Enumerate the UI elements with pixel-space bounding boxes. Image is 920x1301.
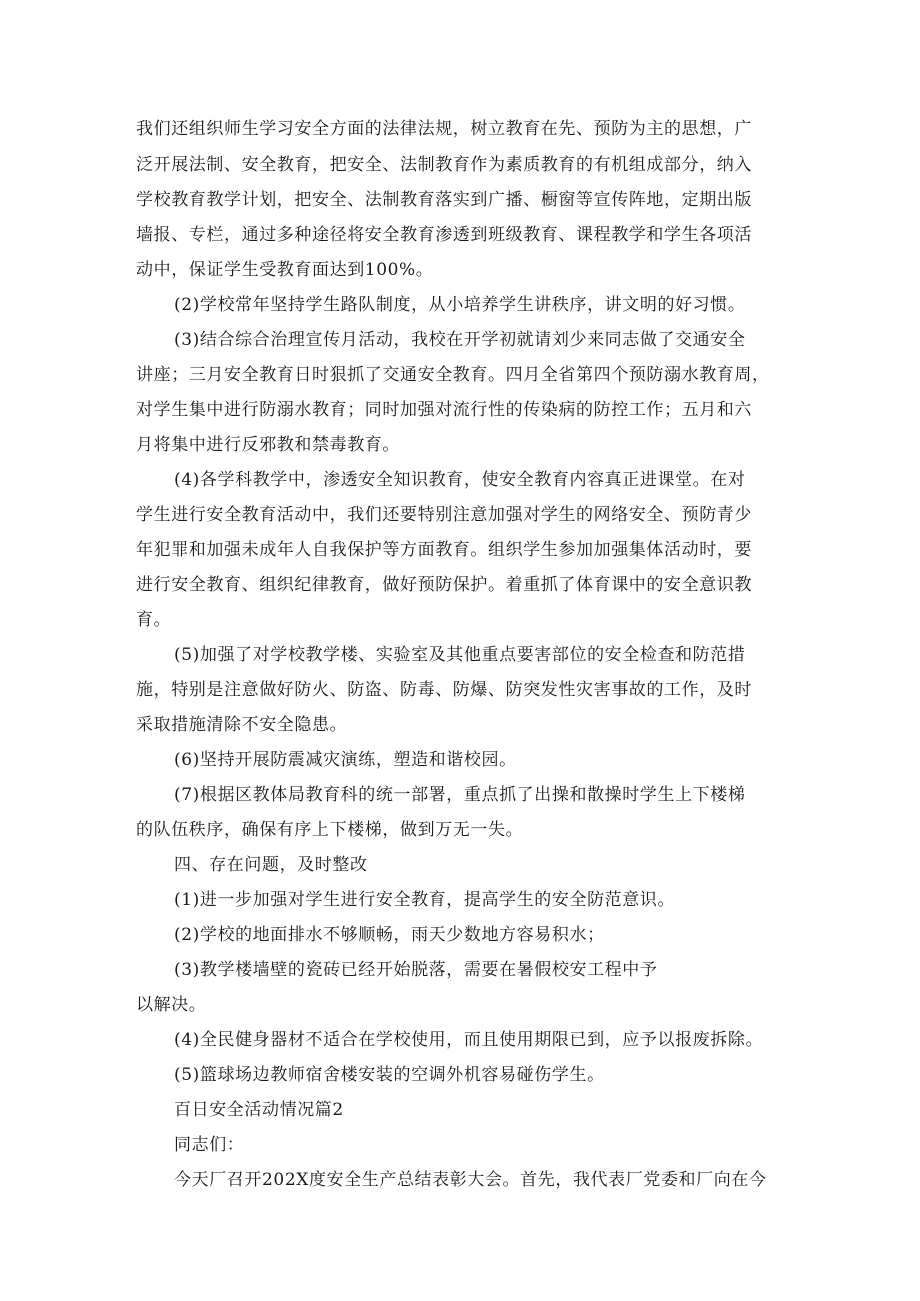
paragraph-1-line-2: 泛开展法制、安全教育，把安全、法制教育作为素质教育的有机组成部分，纳入 [136,155,752,175]
paragraph-1-line-1: 我们还组织师生学习安全方面的法律法规，树立教育在先、预防为主的思想，广 [136,119,752,139]
problem-5-line-1: (5)篮球场边教师宿舍楼安装的空调外机容易碰伤学生。 [174,1065,605,1085]
item-3-line-2: 讲座；三月安全教育日时狠抓了交通安全教育。四月全省第四个预防溺水教育周， [136,365,770,385]
problem-3-line-2: 以解决。 [136,995,207,1015]
problem-4-line-1: (4)全民健身器材不适合在学校使用，而且使用期限已到，应予以报废拆除。 [174,1030,764,1050]
item-5-line-3: 采取措施清除不安全隐患。 [136,715,348,735]
paragraph-1-line-4: 墙报、专栏，通过多种途径将安全教育渗透到班级教育、课程教学和学生各项活 [136,225,752,245]
item-4-line-4: 进行安全教育、组织纪律教育，做好预防保护。着重抓了体育课中的安全意识教 [136,575,752,595]
section-heading-problems: 四、存在问题，及时整改 [174,855,368,875]
item-7-line-2: 的队伍秩序，确保有序上下楼梯，做到万无一失。 [136,820,524,840]
item-3-line-4: 月将集中进行反邪教和禁毒教育。 [136,435,400,455]
paragraph-1-line-3: 学校教育教学计划，把安全、法制教育落实到广播、橱窗等宣传阵地，定期出版 [136,190,752,210]
salutation: 同志们： [174,1135,245,1155]
paragraph-1-line-5: 动中，保证学生受教育面达到100%。 [136,260,434,280]
problem-1-line-1: (1)进一步加强对学生进行安全教育，提高学生的安全防范意识。 [174,890,676,910]
item-4-line-3: 年犯罪和加强未成年人自我保护等方面教育。组织学生参加加强集体活动时，要 [136,540,752,560]
item-4-line-5: 育。 [136,610,172,630]
speech-line-1: 今天厂召开202X度安全生产总结表彰大会。首先，我代表厂党委和厂向在今 [174,1170,767,1190]
item-3-line-3: 对学生集中进行防溺水教育；同时加强对流行性的传染病的防控工作；五月和六 [136,400,752,420]
item-5-line-2: 施，特别是注意做好防火、防盗、防毒、防爆、防突发性灾害事故的工作，及时 [136,680,752,700]
item-7-line-1: (7)根据区教体局教育科的统一部署，重点抓了出操和散操时学生上下楼梯 [174,785,746,805]
problem-3-line-1: (3)教学楼墙壁的瓷砖已经开始脱落，需要在暑假校安工程中予 [174,960,658,980]
item-3-line-1: (3)结合综合治理宣传月活动，我校在开学初就请刘少来同志做了交通安全 [174,330,746,350]
problem-2-line-1: (2)学校的地面排水不够顺畅，雨天少数地方容易积水； [174,925,605,945]
section-title-part-2: 百日安全活动情况篇2 [174,1100,344,1120]
item-4-line-2: 学生进行安全教育活动中，我们还要特别注意加强对学生的网络安全、预防青少 [136,505,752,525]
item-2-line-1: (2)学校常年坚持学生路队制度，从小培养学生讲秩序，讲文明的好习惯。 [174,295,746,315]
item-5-line-1: (5)加强了对学校教学楼、实验室及其他重点要害部位的安全检查和防范措 [174,645,746,665]
item-4-line-1: (4)各学科教学中，渗透安全知识教育，使安全教育内容真正进课堂。在对 [174,470,746,490]
item-6-line-1: (6)坚持开展防震减灾演练，塑造和谐校园。 [174,750,517,770]
